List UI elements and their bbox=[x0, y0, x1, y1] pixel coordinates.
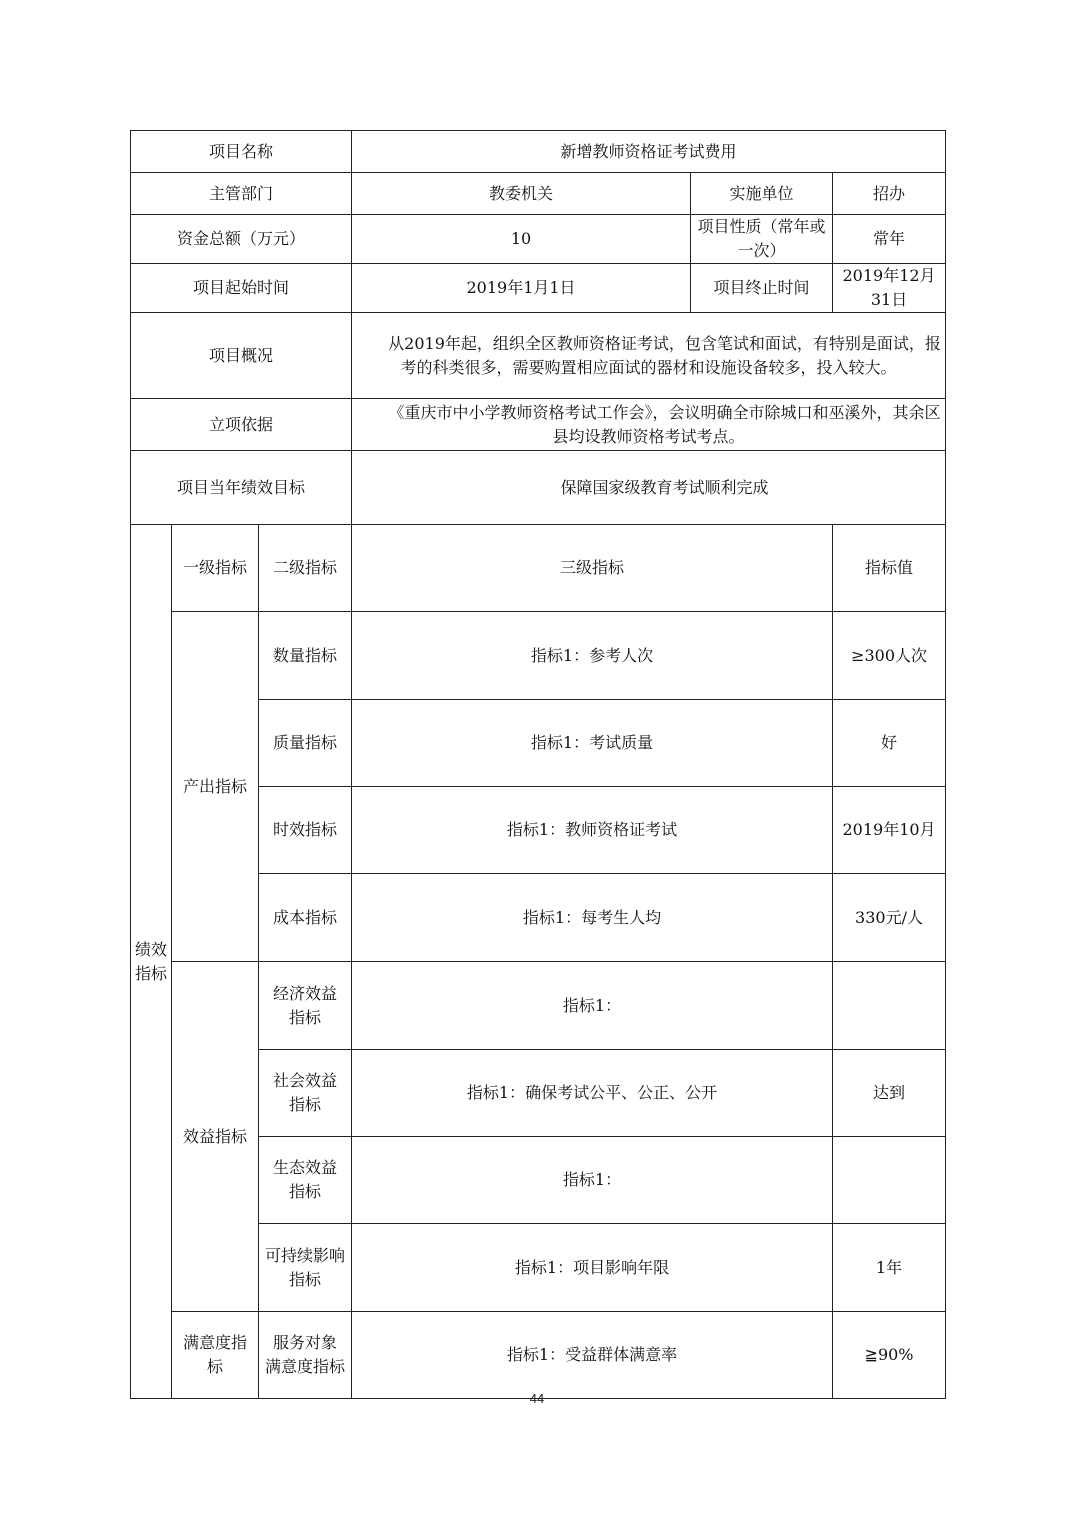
indicator-value: ≥300人次 bbox=[833, 612, 946, 700]
level2-line1: 服务对象 bbox=[273, 1333, 338, 1352]
overview-label: 项目概况 bbox=[131, 313, 352, 399]
basis-text bbox=[352, 399, 946, 451]
unit-value: 招办 bbox=[833, 173, 946, 215]
level2-indicator: 质量指标 bbox=[259, 700, 352, 787]
benefit-indicator-label: 效益指标 bbox=[172, 962, 259, 1312]
dept-label: 主管部门 bbox=[131, 173, 352, 215]
indicator-value: ≧90% bbox=[833, 1312, 946, 1399]
level2-line1: 经济效益 bbox=[273, 983, 338, 1003]
level3-indicator: 指标1：参考人次 bbox=[352, 612, 833, 700]
indicator-value: 2019年10月 bbox=[833, 787, 946, 874]
level2-indicator bbox=[259, 1224, 352, 1312]
level2-indicator bbox=[259, 1312, 352, 1399]
level3-indicator: 指标1：每考生人均 bbox=[352, 874, 833, 962]
level3-indicator: 指标1：确保考试公平、公正、公开 bbox=[352, 1050, 833, 1137]
dept-value: 教委机关 bbox=[352, 173, 691, 215]
level2-line1: 社会效益 bbox=[273, 1071, 338, 1090]
performance-table bbox=[130, 130, 946, 1399]
indicator-value: 330元/人 bbox=[833, 874, 946, 962]
level2-indicator bbox=[259, 1050, 352, 1137]
output-indicator-label: 产出指标 bbox=[172, 612, 259, 962]
row-department bbox=[131, 173, 946, 215]
end-value: 2019年12月31日 bbox=[833, 264, 946, 313]
row-funds bbox=[131, 215, 946, 264]
row-dates bbox=[131, 264, 946, 313]
level2-line2: 指标 bbox=[289, 1182, 322, 1201]
level2-line2: 指标 bbox=[289, 1095, 322, 1114]
col-level3-header: 三级指标 bbox=[352, 525, 833, 612]
col-value-header: 指标值 bbox=[833, 525, 946, 612]
basis-value: 《重庆市中小学教师资格考试工作会》，会议明确全市除城口和巫溪外，其余区县均设教师资格考试考点。 bbox=[388, 402, 941, 446]
level2-line2: 指标 bbox=[289, 1007, 322, 1027]
start-value: 2019年1月1日 bbox=[352, 264, 691, 313]
level3-indicator: 指标1：教师资格证考试 bbox=[352, 787, 833, 874]
nature-label: 项目性质（常年或一次） bbox=[691, 215, 833, 264]
satisfaction-indicator-label bbox=[172, 1312, 259, 1399]
funds-value: 10 bbox=[352, 215, 691, 264]
level2-indicator: 数量指标 bbox=[259, 612, 352, 700]
row-goal bbox=[131, 451, 946, 525]
level2-line2: 满意度指标 bbox=[265, 1357, 346, 1376]
level3-indicator: 指标1：受益群体满意率 bbox=[352, 1312, 833, 1399]
page-number: 44 bbox=[529, 1391, 545, 1406]
section-label-line1: 绩效 bbox=[135, 939, 168, 959]
indicator-row bbox=[131, 612, 946, 700]
indicator-value: 1年 bbox=[833, 1224, 946, 1312]
level2-line2: 指标 bbox=[289, 1269, 322, 1289]
unit-label: 实施单位 bbox=[691, 173, 833, 215]
basis-label: 立项依据 bbox=[131, 399, 352, 451]
col-level2-header: 二级指标 bbox=[259, 525, 352, 612]
level3-indicator: 指标1：考试质量 bbox=[352, 700, 833, 787]
overview-value: 从2019年起，组织全区教师资格证考试，包含笔试和面试，有特别是面试，报考的科类很多，需要购置相应面试的器材和设施设备较多，投入较大。 bbox=[388, 333, 941, 377]
row-basis bbox=[131, 399, 946, 451]
col-level1-header: 一级指标 bbox=[172, 525, 259, 612]
nature-value: 常年 bbox=[833, 215, 946, 264]
level2-indicator: 成本指标 bbox=[259, 874, 352, 962]
end-label: 项目终止时间 bbox=[691, 264, 833, 313]
project-name-label: 项目名称 bbox=[131, 131, 352, 173]
level2-indicator: 时效指标 bbox=[259, 787, 352, 874]
satisfaction-label-line1: 满意度指 bbox=[182, 1333, 247, 1352]
goal-text bbox=[352, 451, 946, 525]
satisfaction-label-line2: 标 bbox=[206, 1357, 223, 1376]
level3-indicator: 指标1：项目影响年限 bbox=[352, 1224, 833, 1312]
section-label-line2: 指标 bbox=[135, 963, 168, 983]
level3-indicator: 指标1： bbox=[352, 1137, 833, 1224]
indicator-value: 好 bbox=[833, 700, 946, 787]
indicator-header-row bbox=[131, 525, 946, 612]
indicator-row bbox=[131, 1312, 946, 1399]
funds-label: 资金总额（万元） bbox=[131, 215, 352, 264]
indicator-value bbox=[833, 962, 946, 1050]
performance-section-label bbox=[131, 525, 172, 1399]
level2-line1: 生态效益 bbox=[273, 1158, 338, 1177]
level2-line1: 可持续影响 bbox=[265, 1245, 346, 1265]
start-label: 项目起始时间 bbox=[131, 264, 352, 313]
indicator-value: 达到 bbox=[833, 1050, 946, 1137]
row-overview bbox=[131, 313, 946, 399]
goal-label: 项目当年绩效目标 bbox=[131, 451, 352, 525]
row-project-name bbox=[131, 131, 946, 173]
goal-value: 保障国家级教育考试顺利完成 bbox=[560, 477, 769, 497]
indicator-value bbox=[833, 1137, 946, 1224]
project-name-value: 新增教师资格证考试费用 bbox=[352, 131, 946, 173]
level2-indicator bbox=[259, 962, 352, 1050]
level2-indicator bbox=[259, 1137, 352, 1224]
level3-indicator: 指标1： bbox=[352, 962, 833, 1050]
overview-text bbox=[352, 313, 946, 399]
indicator-row bbox=[131, 962, 946, 1050]
